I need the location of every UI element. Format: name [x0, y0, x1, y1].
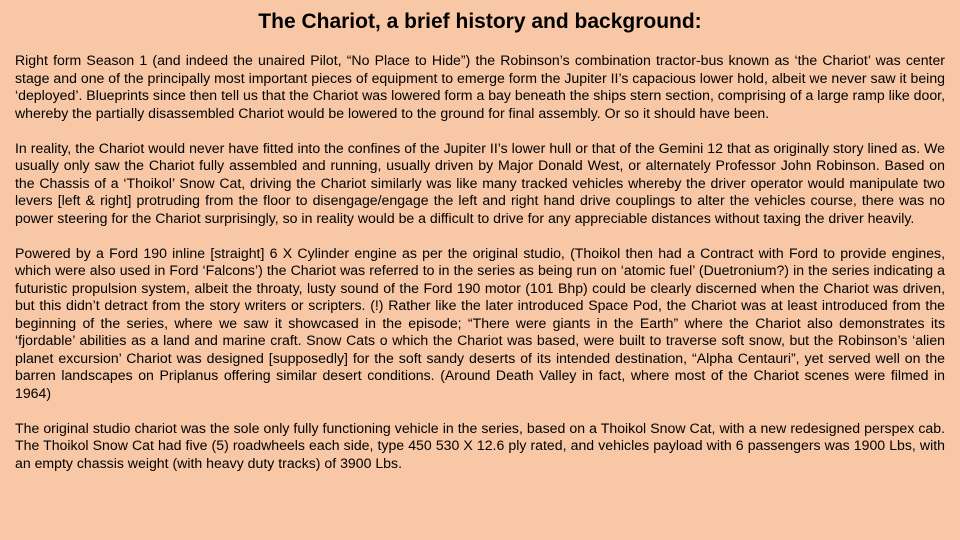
paragraph-intro: Right form Season 1 (and indeed the unaired Pilot, “No Place to Hide”) the Robinson’s combination tractor-bus known as ‘the Chariot’ was center stage and one of the principally most important pieces of equipment to emerge form the Jupiter II’s capacious lower hold, albeit we never saw it being ‘deployed’. Blueprints since then tell us that the Chariot was lowered form a bay beneath the ships stern section, comprising of a large ramp like door, whereby the partially disassembled Chariot would be lowered to the ground for final assembly. Or so it should have been.: [15, 52, 945, 121]
paragraph-engine: Powered by a Ford 190 inline [straight] 6 X Cylinder engine as per the original studio, (Thoikol then had a Contract with Ford to provide engines, which were also used in Ford ‘Falcons’) the Chariot was referred to in the series as being run on ‘atomic fuel’ (Duetronium?) in the series indicating a futuristic propulsion system, albeit the throaty, lusty sound of the Ford 190 motor (101 Bhp) could be clearly discerned when the Chariot was driven, but this didn’t detract from the story writers or scripters. (!) Rather like the later introduced Space Pod, the Chariot was at least introduced from the beginning of the series, where we saw it showcased in the episode; “There were giants in the Earth” where the Chariot also demonstrates its ‘fjordable’ abilities as a land and marine craft. Snow Cats o which the Chariot was based, were built to traverse soft snow, but the Robinson’s ‘alien planet excursion’ Chariot was designed [supposedly] for the soft sandy deserts of its intended destination, “Alpha Centauri”, yet served well on the barren landscapes on Priplanus offering similar desert conditions. (Around Death Valley in fact, where most of the Chariot scenes were filmed in 1964): [15, 244, 945, 401]
paragraph-studio-chariot: The original studio chariot was the sole only fully functioning vehicle in the series, based on a Thoikol Snow Cat, with a new redesigned perspex cab. The Thoikol Snow Cat had five (5) roadwheels each side, type 450 530 X 12.6 ply rated, and vehicles payload with 6 passengers was 1900 Lbs, with an empty chassis weight (with heavy duty tracks) of 3900 Lbs.: [15, 419, 945, 471]
document-body: [15, 52, 945, 472]
page-title: The Chariot, a brief history and background:: [258, 10, 702, 33]
paragraph-reality: In reality, the Chariot would never have fitted into the confines of the Jupiter II’s lower hull or that of the Gemini 12 that as originally story lined as. We usually only saw the Chariot fully assembled and running, usually driven by Major Donald West, or alternately Professor John Robinson. Based on the Chassis of a ‘Thoikol’ Snow Cat, driving the Chariot similarly was like many tracked vehicles whereby the driver operator would manipulate two levers [left & right] protruding from the floor to disengage/engage the left and right hand drive couplings to alter the vehicles course, there was no power steering for the Chariot surprisingly, so in reality would be a difficult to drive for any appreciable distances without taxing the driver heavily.: [15, 139, 945, 226]
